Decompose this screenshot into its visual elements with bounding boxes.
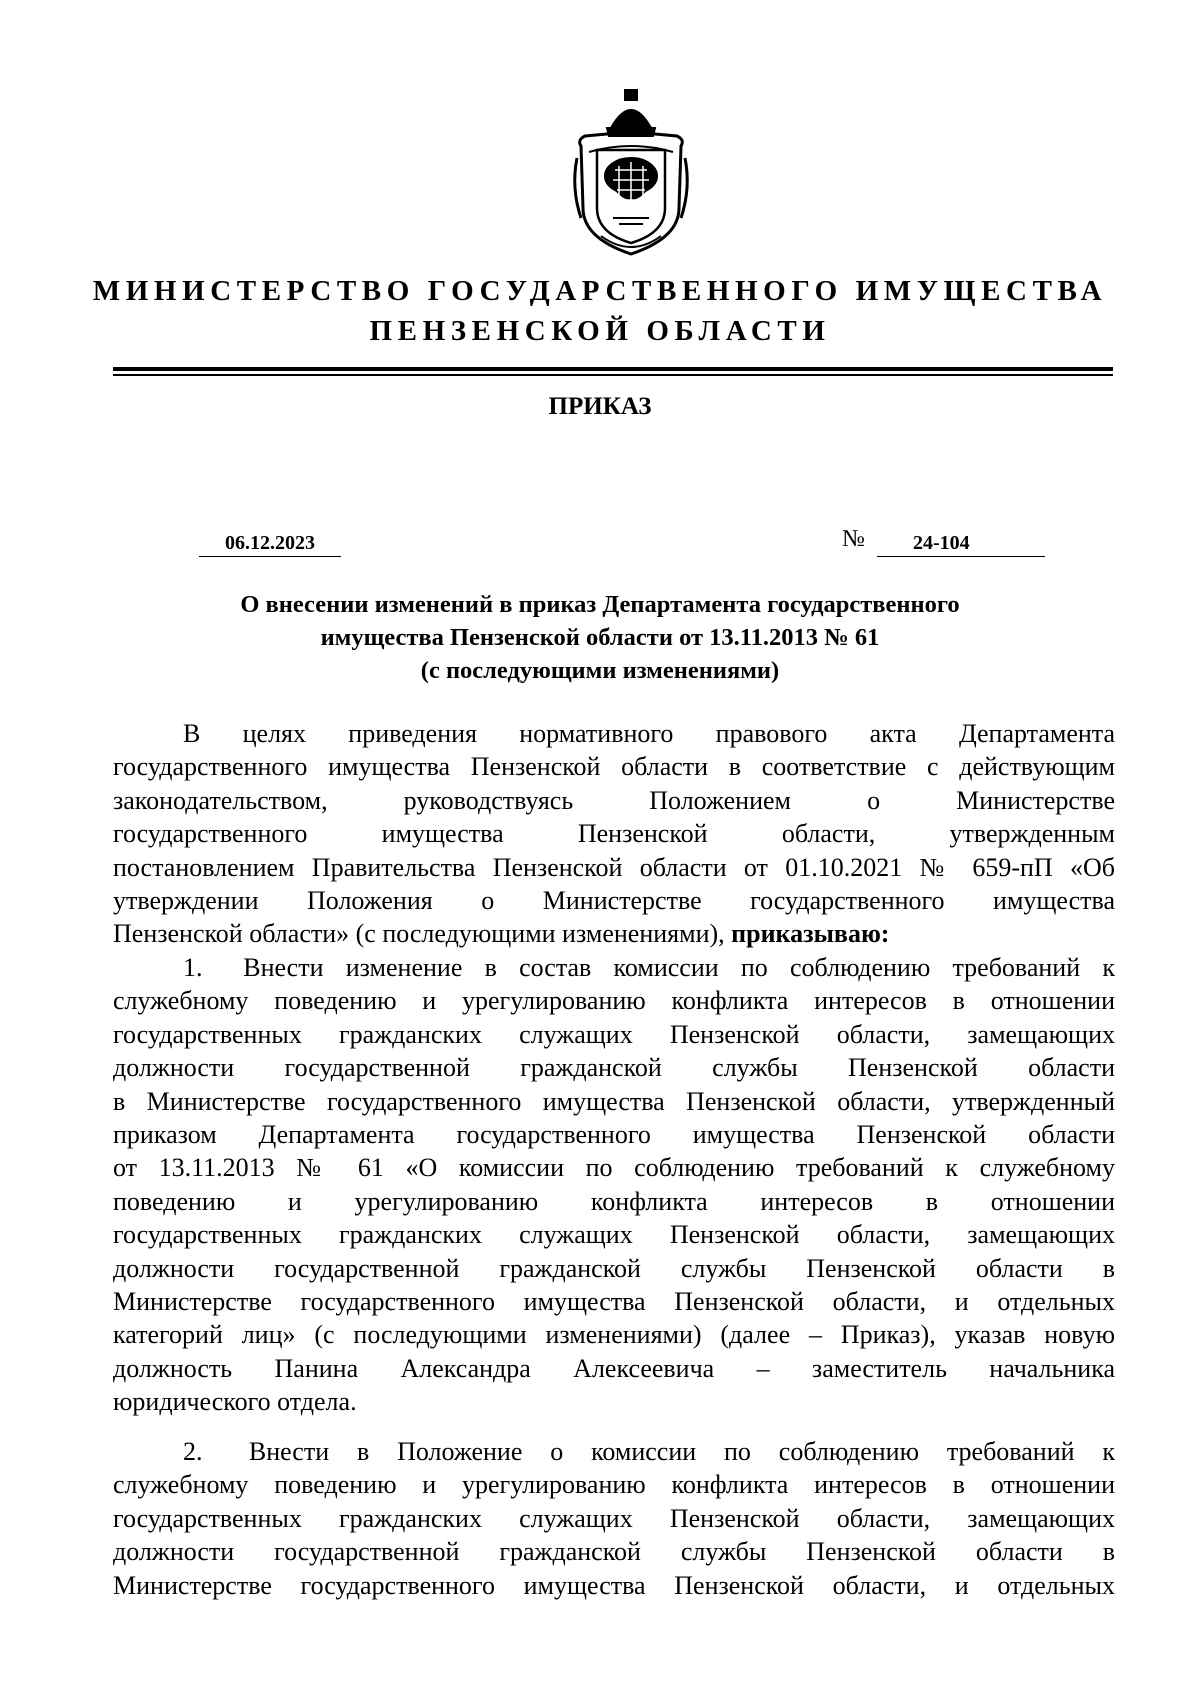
text-line: категорий лиц» (с последующими изменениями) (далее – Приказ), указав новую — [113, 1320, 1115, 1350]
text-line: государственных гражданских служащих Пензенской области, замещающих — [113, 1503, 1115, 1533]
item-number: 2. — [183, 1437, 203, 1466]
text-line: государственного имущества Пензенской области, утвержденным — [113, 819, 1115, 849]
item-number: 1. — [183, 953, 203, 982]
text-line: служебному поведению и урегулированию конфликта интересов в отношении — [113, 1470, 1115, 1500]
document-type-title: ПРИКАЗ — [548, 393, 652, 420]
text-fragment: Внести в Положение о комиссии по соблюдению требований к — [248, 1437, 1115, 1466]
text-line: Министерстве государственного имущества Пензенской области, и отдельных — [113, 1570, 1115, 1600]
text-line — [113, 1435, 1115, 1468]
text-line — [113, 951, 1115, 984]
coat-of-arms-icon — [567, 88, 695, 258]
text-line: государственного имущества Пензенской области в соответствие с действующим — [113, 752, 1115, 782]
order-item-1 — [113, 951, 1115, 1419]
header-divider-thin — [113, 374, 1113, 376]
text-line: должности государственной гражданской службы Пензенской области в — [113, 1253, 1115, 1283]
text-line: В целях приведения нормативного правового акта Департамента — [183, 719, 1115, 748]
subject-line: О внесении изменений в приказ Департамента государственного — [240, 591, 960, 618]
number-sign: № — [842, 526, 865, 552]
text-line: законодательством, руководствуясь Положением о Министерстве — [113, 785, 1115, 815]
text-line: должность Панина Александра Алексеевича – заместитель начальника — [113, 1353, 1115, 1383]
text-line: в Министерстве государственного имущества Пензенской области, утвержденный — [113, 1086, 1115, 1116]
document-number: 24-104 — [913, 532, 970, 554]
ministry-name-line-2: ПЕНЗЕНСКОЙ ОБЛАСТИ — [369, 315, 831, 347]
text-line: утверждении Положения о Министерстве государственного имущества — [113, 886, 1115, 916]
document-number-field — [877, 530, 1045, 557]
text-line: Министерстве государственного имущества Пензенской области, и отдельных — [113, 1287, 1115, 1317]
text-fragment: Внести изменение в состав комиссии по соблюдению требований к — [243, 953, 1115, 982]
text-line: государственных гражданских служащих Пензенской области, замещающих — [113, 1019, 1115, 1049]
header-divider-thick — [113, 367, 1113, 371]
text-line: поведению и урегулированию конфликта интересов в отношении — [113, 1186, 1115, 1216]
preamble-paragraph — [113, 717, 1115, 951]
text-line: приказом Департамента государственного имущества Пензенской области — [113, 1120, 1115, 1150]
subject-line: (с последующими изменениями) — [420, 657, 780, 684]
text-line: от 13.11.2013 № 61 «О комиссии по соблюдению требований к служебному — [113, 1153, 1115, 1183]
text-line: служебному поведению и урегулированию конфликта интересов в отношении — [113, 986, 1115, 1016]
text-line: государственных гражданских служащих Пензенской области, замещающих — [113, 1220, 1115, 1250]
ministry-name-line-1: МИНИСТЕРСТВО ГОСУДАРСТВЕННОГО ИМУЩЕСТВА — [92, 275, 1108, 307]
document-date: 06.12.2023 — [199, 530, 341, 557]
text-line: должности государственной гражданской службы Пензенской области в — [113, 1537, 1115, 1567]
text-line: юридического отдела. — [113, 1387, 357, 1417]
document-subject — [0, 588, 1200, 687]
text-line — [113, 917, 1115, 950]
subject-line: имущества Пензенской области от 13.11.2013 № 61 — [320, 624, 880, 651]
text-fragment: Пензенской области» (с последующими изменениями), — [113, 919, 725, 949]
order-item-2 — [113, 1435, 1115, 1602]
text-line: постановлением Правительства Пензенской области от 01.10.2021 № 659-пП «Об — [113, 852, 1115, 882]
order-command: приказываю: — [731, 919, 890, 949]
text-line: должности государственной гражданской службы Пензенской области — [113, 1053, 1115, 1083]
